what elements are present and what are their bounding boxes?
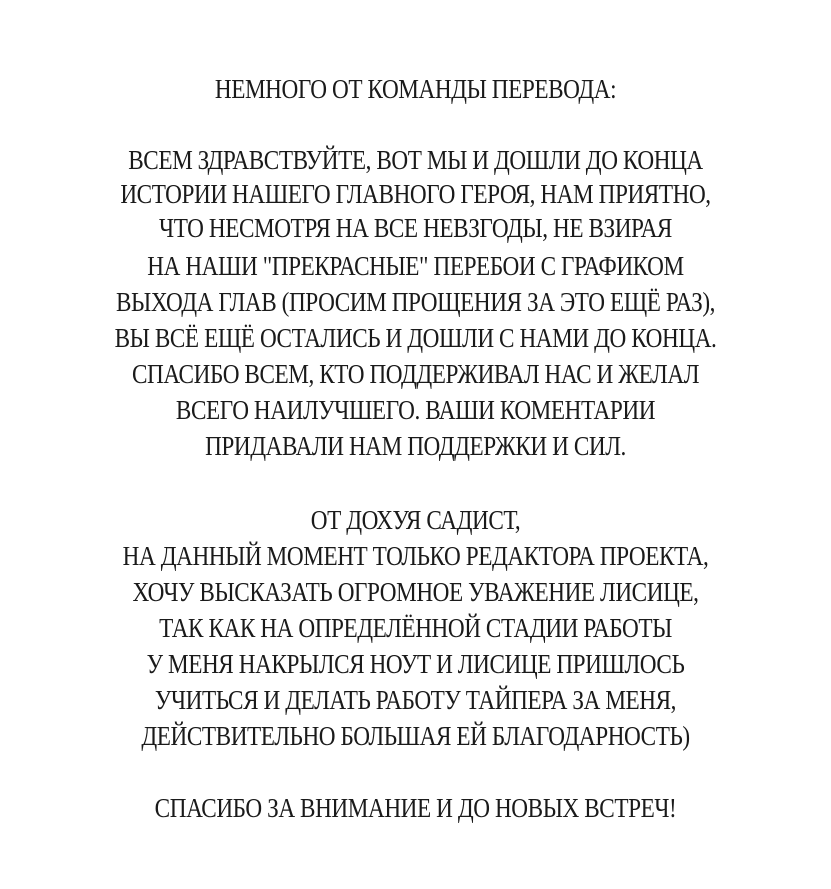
paragraph-line: ДЕЙСТВИТЕЛЬНО БОЛЬШАЯ ЕЙ БЛАГОДАРНОСТЬ) bbox=[141, 721, 690, 751]
paragraph-line: НА ДАННЫЙ МОМЕНТ ТОЛЬКО РЕДАКТОРА ПРОЕКТА, bbox=[122, 541, 709, 571]
paragraph-line: ВСЕМ ЗДРАВСТВУЙТЕ, ВОТ МЫ И ДОШЛИ ДО КОНЦА bbox=[128, 145, 703, 175]
paragraph-line: ВЫ ВСЁ ЕЩЁ ОСТАЛИСЬ И ДОШЛИ С НАМИ ДО КОНЦА. bbox=[114, 323, 717, 353]
paragraph-line: ЧТО НЕСМОТРЯ НА ВСЕ НЕВЗГОДЫ, НЕ ВЗИРАЯ bbox=[159, 213, 672, 243]
paragraph-line: ВСЕГО НАИЛУЧШЕГО. ВАШИ КОМЕНТАРИИ bbox=[175, 395, 656, 425]
paragraph-line: ПРИДАВАЛИ НАМ ПОДДЕРЖКИ И СИЛ. bbox=[205, 431, 626, 461]
signature-line: ОТ ДОХУЯ САДИСТ, bbox=[310, 505, 521, 535]
paragraph-line: ХОЧУ ВЫСКАЗАТЬ ОГРОМНОЕ УВАЖЕНИЕ ЛИСИЦЕ, bbox=[132, 577, 699, 607]
paragraph-line: СПАСИБО ВСЕМ, КТО ПОДДЕРЖИВАЛ НАС И ЖЕЛАЛ bbox=[131, 359, 700, 389]
paragraph-line: У МЕНЯ НАКРЫЛСЯ НОУТ И ЛИСИЦЕ ПРИШЛОСЬ bbox=[146, 649, 685, 679]
paragraph-line: ИСТОРИИ НАШЕГО ГЛАВНОГО ГЕРОЯ, НАМ ПРИЯТНО, bbox=[120, 179, 711, 209]
paragraph-line: ВЫХОДА ГЛАВ (ПРОСИМ ПРОЩЕНИЯ ЗА ЭТО ЕЩЁ РАЗ), bbox=[115, 287, 716, 317]
closing-line: СПАСИБО ЗА ВНИМАНИЕ И ДО НОВЫХ ВСТРЕЧ! bbox=[154, 793, 677, 823]
note-heading: НЕМНОГО ОТ КОМАНДЫ ПЕРЕВОДА: bbox=[214, 74, 617, 104]
paragraph-line: УЧИТЬСЯ И ДЕЛАТЬ РАБОТУ ТАЙПЕРА ЗА МЕНЯ, bbox=[154, 685, 677, 715]
paragraph-line: ТАК КАК НА ОПРЕДЕЛЁННОЙ СТАДИИ РАБОТЫ bbox=[159, 613, 672, 643]
paragraph-line: НА НАШИ "ПРЕКРАСНЫЕ" ПЕРЕБОИ С ГРАФИКОМ bbox=[147, 251, 684, 281]
